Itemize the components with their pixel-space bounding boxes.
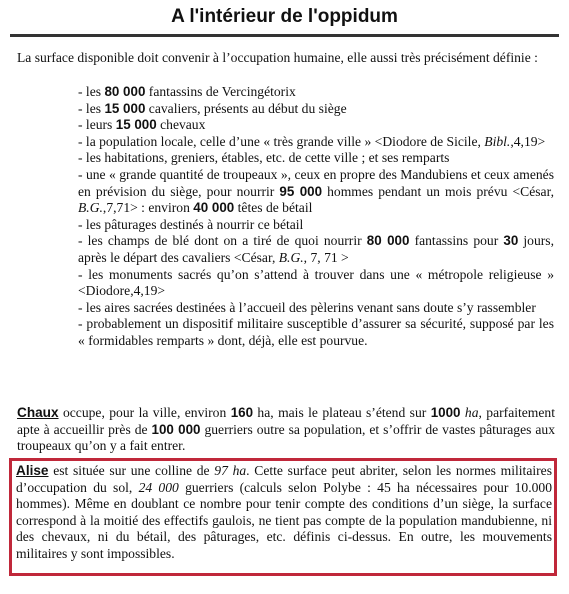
italic-text: B.G.	[278, 249, 304, 265]
text-run: cavaliers, présents au début du siège	[145, 100, 347, 116]
bold-number: 1000	[430, 405, 461, 420]
chaux-paragraph	[17, 405, 555, 455]
text-run: . Cette surface peut abriter, selon les normes militaires d’occupation du sol,	[16, 463, 552, 495]
text-run: - une « grande quantité de troupeaux », ceux en propre des Mandubiens et ceux amenés en prévision du siège, pour nourrir	[78, 166, 554, 199]
bold-number: 100 000	[151, 421, 201, 437]
text-run: chevaux	[156, 117, 206, 133]
bold-number: 15 000	[115, 117, 157, 133]
text-run: - les	[78, 100, 105, 116]
list-item	[78, 217, 554, 234]
list-item	[78, 134, 554, 151]
bold-number: 95 000	[279, 183, 323, 199]
text-run: - les pâturages destinés à nourrir ce bétail	[78, 216, 304, 232]
text-run: ha, mais le plateau s’étend sur	[253, 405, 431, 420]
alise-paragraph	[16, 463, 552, 563]
text-run: - les	[78, 84, 105, 99]
text-run: est située sur une colline de	[48, 463, 215, 478]
text-run: occupe, pour la ville, environ	[58, 405, 231, 420]
text-run: ,7,71> : environ	[102, 200, 194, 216]
bold-number: 30	[503, 233, 519, 249]
italic-text: ha	[464, 405, 479, 420]
text-run: fantassins pour	[409, 233, 504, 249]
title-divider	[10, 34, 559, 37]
text-run: - les habitations, greniers, étables, etc. de cette ville ; et ses remparts	[78, 150, 450, 166]
text-run: fantassins de Vercingétorix	[145, 84, 296, 99]
text-run: - leurs	[78, 117, 116, 133]
intro-paragraph	[17, 50, 557, 67]
place-name: Chaux	[17, 405, 59, 420]
italic-text: Bibl.	[484, 133, 511, 149]
chaux-text	[17, 405, 555, 455]
text-run: - les aires sacrées destinées à l’accueil des pèlerins venant sans doute s’y rassembler	[78, 299, 536, 315]
place-name: Alise	[16, 463, 49, 478]
text-run: - la population locale, celle d’une « très grande ville » <Diodore de Sicile,	[78, 133, 485, 149]
bold-number: 15 000	[104, 100, 146, 116]
text-run: - probablement un dispositif militaire susceptible d’assurer sa sécurité, supposé par les « formidables remparts » dont, déjà, elle est pourvue.	[78, 316, 554, 348]
list-item	[78, 101, 554, 118]
text-run: hommes pendant un mois prévu <César,	[322, 183, 554, 199]
italic-text: 97 ha	[214, 463, 247, 478]
list-item	[78, 300, 554, 317]
list-item	[78, 84, 554, 101]
list-item	[78, 117, 554, 134]
text-run: , parfaitement apte à accueillir près de	[17, 405, 555, 437]
intro-text: La surface disponible doit convenir à l’occupation humaine, elle aussi très précisément définie :	[17, 50, 538, 65]
list-item	[78, 150, 554, 167]
text-run: - les champs de blé dont on a tiré de quoi nourrir	[78, 233, 367, 249]
requirements-list	[78, 84, 554, 350]
bold-number: 40 000	[193, 200, 235, 216]
italic-text: 24 000	[138, 479, 179, 495]
text-run: guerriers outre sa population, et s’offrir de vastes pâturages aux troupeaux qu’on y a fait entrer.	[17, 421, 555, 454]
text-run: jours, après le départ des cavaliers <César,	[78, 233, 554, 265]
alise-text	[16, 463, 552, 563]
list-item	[78, 267, 554, 300]
page-title: A l'intérieur de l'oppidum	[171, 6, 398, 27]
list-item	[78, 167, 554, 217]
text-run: têtes de bétail	[234, 200, 313, 216]
bold-number: 80 000	[104, 84, 146, 99]
text-run: ,4,19>	[510, 133, 546, 149]
italic-text: B.G.	[78, 200, 103, 216]
list-item	[78, 316, 554, 349]
text-run: , 7, 71 >	[303, 249, 349, 265]
text-run: - les monuments sacrés qu’on s’attend à trouver dans une « métropole religieuse » <Diodore,4,19>	[78, 266, 554, 299]
text-run: guerriers (calculs selon Polybe : 45 ha nécessaires pour 10.000 hommes). Même en doublant ce nombre pour tenir compte des conditions d’un siège, la surface correspond à la moitié des effectifs gaulois, ne tient pas compte de la population mandubienne, ni des chevaux, ni du bétail, des pâturages, etc. définis ci-dessus. En outre, les mouvements militaires y sont impossibles.	[16, 479, 553, 561]
list-item	[78, 233, 554, 266]
bold-number: 80 000	[366, 233, 410, 249]
bold-number: 160	[230, 405, 254, 420]
